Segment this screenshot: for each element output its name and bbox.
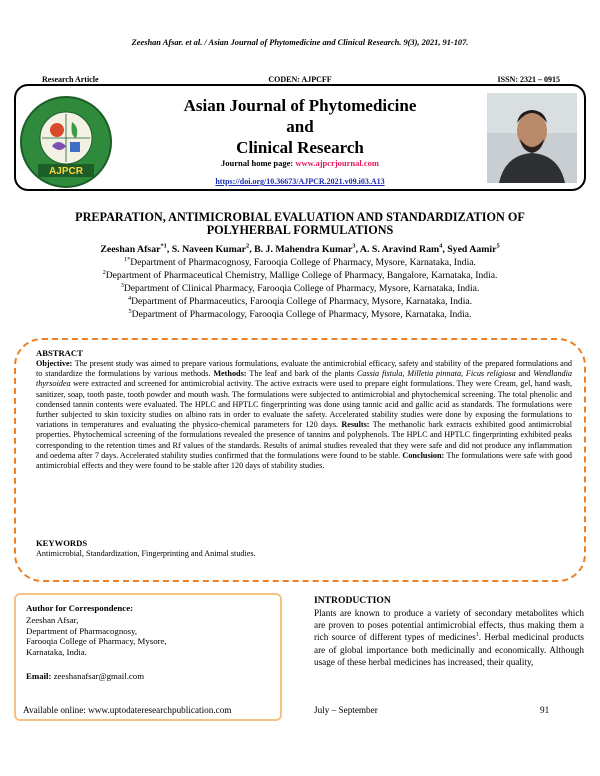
correspondence-line: Department of Pharmacognosy, [26, 625, 138, 636]
email-link[interactable]: zeeshanafsar@gmail.com [53, 671, 145, 682]
logo-text: AJPCR [49, 166, 83, 177]
home-url-link[interactable]: www.ajpcrjournal.com [295, 158, 379, 168]
journal-title-line3: Clinical Research [236, 138, 364, 157]
journal-title-line2: and [286, 117, 314, 136]
abstract-heading: ABSTRACT [36, 348, 83, 358]
page-number: 91 [540, 705, 550, 715]
correspondence-line: Zeeshan Afsar, [26, 615, 79, 626]
keywords-heading: KEYWORDS [36, 538, 88, 548]
issn: ISSN: 2321 – 0915 [497, 75, 560, 84]
article-title-line2: POLYHERBAL FORMULATIONS [206, 223, 394, 237]
correspondence-line: Karnataka, India. [26, 646, 87, 657]
doi-link[interactable]: https://doi.org/10.36673/AJPCR.2021.v09.i03.A13 [215, 177, 385, 186]
article-type: Research Article [42, 75, 99, 84]
author-4: A. S. Aravind Ram$^4$ [359, 242, 443, 255]
introduction-heading: INTRODUCTION [314, 595, 391, 606]
affiliation-4: $^4$Department of Pharmaceutics, Farooqia College of Pharmacy, Mysore, Karnataka, India. [127, 294, 473, 307]
author-list: Zeeshan Afsar$^{*1}$, S. Naveen Kumar$^2$, B. J. Mahendra Kumar$^3$, A. S. Aravind Ram$^4$, Syed Aamir$^5$ [100, 242, 500, 255]
affiliation-2: $^2$Department of Pharmaceutical Chemistry, Mallige College of Pharmacy, Bangalore, Karnataka, India. [102, 268, 498, 281]
author-5: Syed Aamir$^5$ [447, 242, 500, 255]
footer-period: July – September [314, 705, 378, 715]
abstract-body: Objective: The present study was aimed to prepare various formulations, evaluate the antimicrobial efficacy, safety and stability of the prepared formulations and to standardize the formulations by various methods. Methods: The leaf and bark of the plants Cassia fistula, Milletia pinnata, Ficus religiosa and Wendlandia thyrsoidea were extracted and screened for antimicrobial activity. The active extracts were used to prepare eight formulations. They were Cream, gel, hand wash, sanitizer, soap, tooth paste, tooth powder and mouth wash. The formulations were subjected to antimicrobial and phytochemical screening. The total phenolic and condensed tannin contents were evaluated. The HPLC and HPTLC fingerprinting was done using tannic acid and gallic acid as standards. The formulations were further subjected to skin toxicity studies on albino rats in order to evaluate the safety. Accelerated stability studies were done by exposing the formulations to variations in temperatures and evaluating the physico-chemical parameters for 120 days. Results: The methanolic bark extracts exhibited good antimicrobial properties. Phytochemical screening of the formulations revealed the presence of tannins and polyphenols. The HPLC and HPTLC fingerprinting exhibited peaks corresponding to the retention times and Rf values of the standards. Results of animal studies revealed that they were safe and did not produce any inflammation and oedema after 7 days. Accelerated stability studies confirmed that the formulations were found to be stable. Conclusion: The formulations were safe with good antimicrobial effects and they were found to be stable after 120 days of stability studies. [36, 359, 573, 471]
home-label: Journal home page: [221, 158, 296, 168]
correspondence-heading: Author for Correspondence: [26, 603, 134, 613]
coden: CODEN: AJPCFF [268, 75, 332, 84]
affiliation-3: $^3$Department of Clinical Pharmacy, Farooqia College of Pharmacy, Mysore, Karnataka, India. [120, 281, 480, 294]
correspondence-box [14, 593, 282, 721]
affiliation-5: $^5$Department of Pharmacology, Farooqia College of Pharmacy, Mysore, Karnataka, India. [128, 307, 472, 320]
journal-title [140, 95, 460, 158]
footer-available: Available online: www.uptodateresearchpublication.com [23, 705, 232, 715]
keywords: Antimicrobial, Standardization, Fingerprinting and Animal studies. [36, 549, 256, 558]
journal-title-line1: Asian Journal of Phytomedicine [183, 96, 417, 115]
correspondence-email: Email: zeeshanafsar@gmail.com [26, 671, 145, 682]
author-1: Zeeshan Afsar$^{*1}$ [100, 242, 167, 255]
journal-home [140, 158, 460, 168]
article-title [20, 211, 580, 237]
introduction-text: Plants are known to produce a variety of secondary metabolites which are proven to poses potential antimicrobial effects, thus making them a rich source of different types of medicines$^1$. Herbal medicinal products are of global importance both medicinally and economically. Although usage of these herbal medicines has increased, their quality, [314, 608, 584, 667]
logo-emblem-icon [22, 98, 110, 186]
running-head: Zeeshan Afsar. et al. / Asian Journal of Phytomedicine and Clinical Research. 9(3), 2021, 91-107. [131, 38, 469, 47]
correspondence-line: Farooqia College of Pharmacy, Mysore, [26, 636, 167, 647]
article-title-line1: PREPARATION, ANTIMICROBIAL EVALUATION AND STANDARDIZATION OF [75, 210, 525, 224]
affiliation-1: $^{1*}$Department of Pharmacognosy, Farooqia College of Pharmacy, Mysore, Karnataka, India. [124, 255, 476, 268]
journal-logo [20, 96, 112, 188]
author-2: S. Naveen Kumar$^2$ [171, 242, 250, 255]
author-photo [487, 93, 577, 183]
author-3: B. J. Mahendra Kumar$^3$ [254, 242, 356, 255]
author-portrait-icon [487, 93, 577, 183]
